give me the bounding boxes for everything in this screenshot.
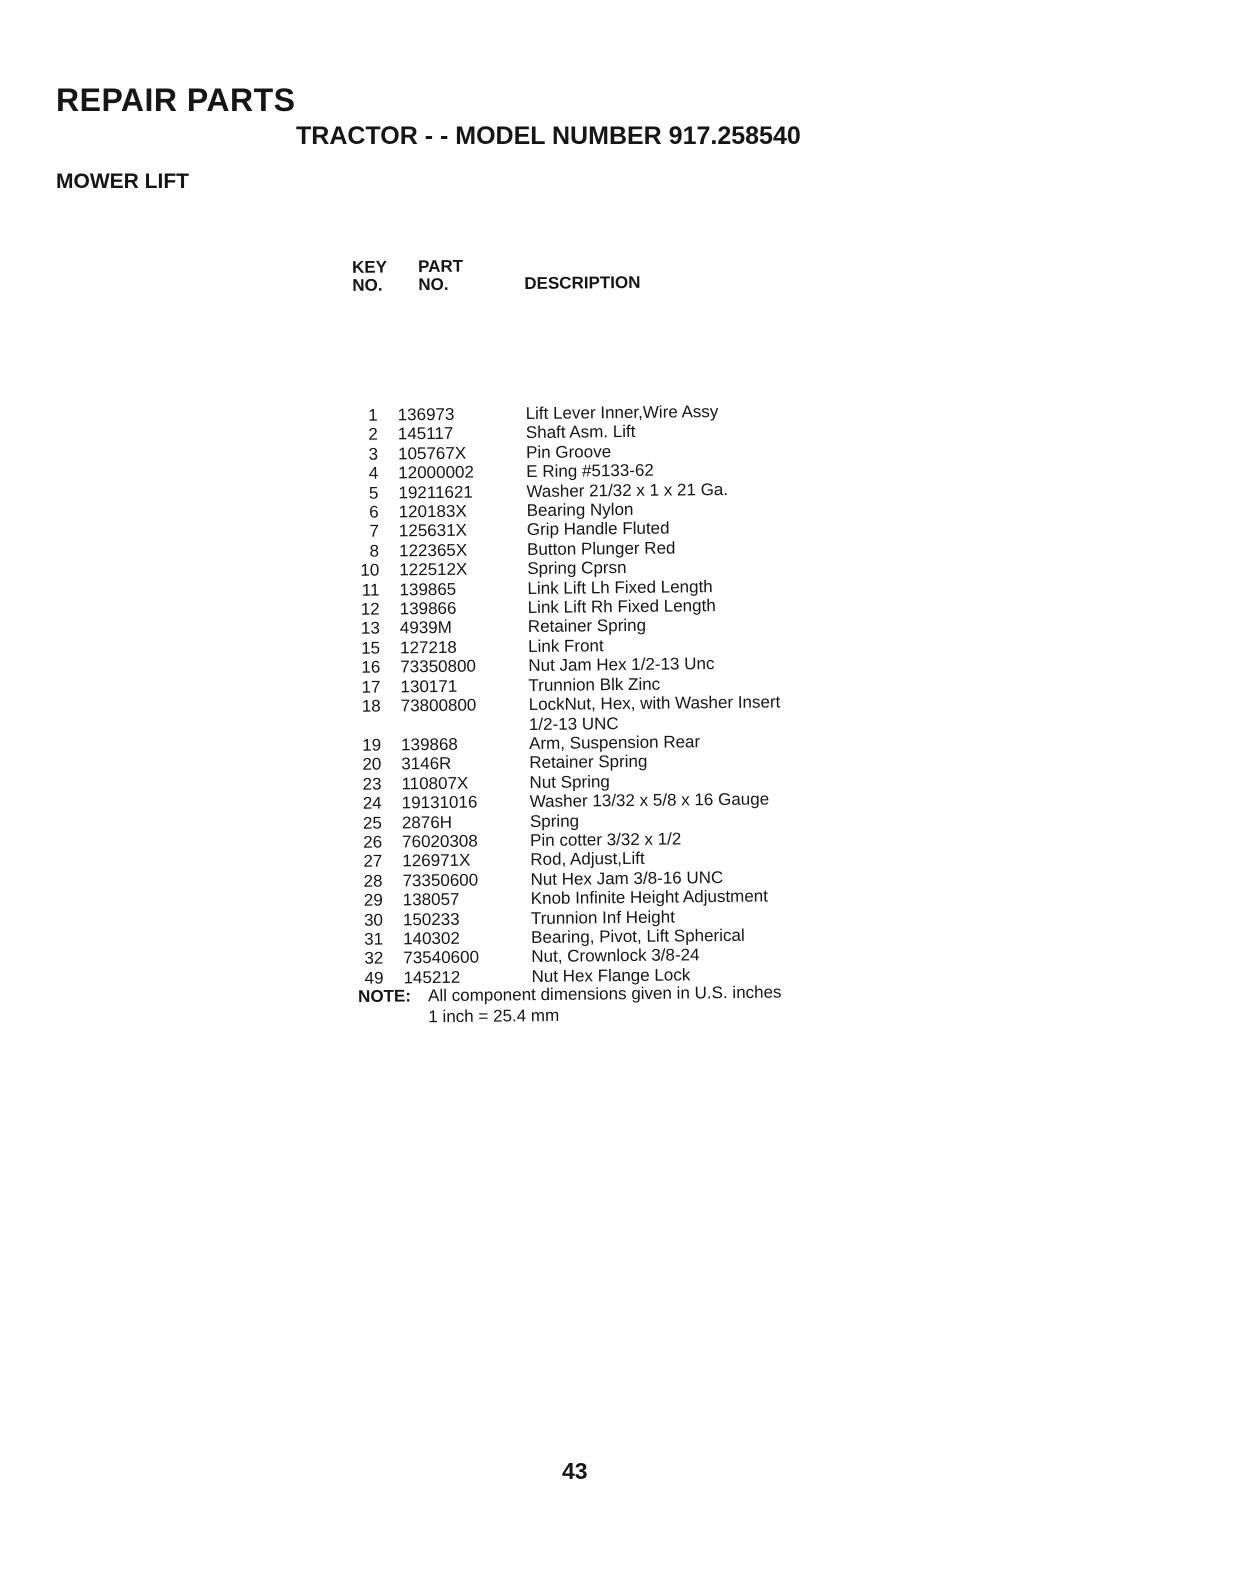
key-number: 15 <box>361 638 381 658</box>
part-description-line: Link Lift Rh Fixed Length <box>527 596 716 618</box>
key-number: 2 <box>368 424 378 445</box>
part-description-line: LockNut, Hex, with Washer Insert <box>528 692 781 715</box>
key-number: 19 <box>362 735 382 755</box>
part-number: 110807X <box>401 773 469 794</box>
part-number: 2876H <box>401 812 453 832</box>
part-number: 19131016 <box>401 792 478 813</box>
key-number: 31 <box>364 929 384 949</box>
part-number: 127218 <box>399 637 457 658</box>
key-number: 1 <box>368 405 378 425</box>
part-description-line: Arm, Suspension Rear <box>528 732 701 753</box>
part-description-line: Pin cotter 3/32 x 1/2 <box>530 829 682 850</box>
part-description-line: Button Plunger Red <box>526 538 676 559</box>
part-description-line: Link Front <box>527 636 604 656</box>
part-number: 3146R <box>401 754 452 774</box>
col-key-label-2: NO. <box>352 275 383 295</box>
key-number: 23 <box>362 774 382 794</box>
part-description-line: Lift Lever Inner,Wire Assy <box>525 402 719 424</box>
part-number: 19211621 <box>398 482 473 503</box>
key-number: 17 <box>361 677 381 697</box>
model-title: TRACTOR - - MODEL NUMBER 917.258540 <box>296 122 801 150</box>
part-number: 125631X <box>398 521 468 541</box>
key-number: 13 <box>360 619 380 639</box>
part-description-line: Nut Spring <box>529 771 610 792</box>
part-number: 122512X <box>399 559 468 580</box>
part-number: 130171 <box>400 676 458 697</box>
part-number: 105767X <box>397 443 467 464</box>
col-part-label-1: PART <box>417 256 464 277</box>
col-part-label-2: NO. <box>418 274 449 295</box>
note <box>358 982 782 1028</box>
key-number: 10 <box>360 560 380 581</box>
part-number: 139865 <box>399 579 457 600</box>
note-label: NOTE: <box>358 986 412 1006</box>
key-number: 6 <box>369 502 379 522</box>
part-number: 139868 <box>401 734 458 755</box>
part-description-line: E Ring #5133-62 <box>526 460 654 482</box>
key-number: 12 <box>360 599 380 619</box>
part-description-line: Bearing Nylon <box>526 499 634 521</box>
key-number: 4 <box>368 463 379 483</box>
part-description-line: Grip Handle Fluted <box>526 518 670 540</box>
note-line-2: 1 inch = 25.4 mm <box>428 1005 560 1027</box>
part-description-line: Knob Infinite Height Adjustment <box>530 886 769 909</box>
part-description-line: Washer 13/32 x 5/8 x 16 Gauge <box>529 789 770 812</box>
part-number: 138057 <box>402 889 460 910</box>
table-row <box>343 692 863 736</box>
key-number: 29 <box>363 890 383 910</box>
part-number: 140302 <box>403 928 460 949</box>
part-number: 73540600 <box>403 947 480 968</box>
key-number: 26 <box>363 832 383 852</box>
key-number: 30 <box>363 910 384 930</box>
part-description-line: Nut Hex Flange Lock <box>531 965 691 986</box>
part-description-line: Trunnion Inf Height <box>530 907 675 928</box>
page-title: REPAIR PARTS <box>56 82 296 118</box>
part-description-line: Shaft Asm. Lift <box>525 422 636 443</box>
part-description-line: Link Lift Lh Fixed Length <box>527 576 713 598</box>
key-number: 16 <box>361 657 381 678</box>
key-number: 27 <box>363 851 383 872</box>
part-number: 145117 <box>397 424 454 444</box>
part-number: 126971X <box>402 850 471 871</box>
key-number: 11 <box>361 580 380 600</box>
table-header <box>338 253 859 388</box>
part-number: 12000002 <box>398 462 474 483</box>
part-number: 73350800 <box>400 656 477 677</box>
key-number: 18 <box>361 696 381 716</box>
part-number: 4939M <box>399 618 452 638</box>
key-number: 20 <box>362 754 382 775</box>
key-number: 5 <box>368 483 379 503</box>
parts-table <box>338 253 859 988</box>
part-description-line: Retainer Spring <box>527 616 647 637</box>
part-description-line: Nut Hex Jam 3/8-16 UNC <box>530 867 724 889</box>
key-number: 3 <box>368 444 379 464</box>
table-body <box>340 401 866 989</box>
part-number: 122365X <box>398 540 468 561</box>
col-key-label-1: KEY <box>351 257 388 277</box>
part-description-line: Nut Jam Hex 1/2-13 Unc <box>528 654 715 676</box>
part-number: 76020308 <box>402 831 478 852</box>
part-number: 73350600 <box>402 870 479 891</box>
part-number: 150233 <box>402 909 460 929</box>
part-description-line: Nut, Crownlock 3/8-24 <box>531 945 700 967</box>
key-number: 28 <box>363 871 383 891</box>
col-desc-label: DESCRIPTION <box>524 272 641 294</box>
part-description-line: Bearing, Pivot, Lift Spherical <box>531 925 745 947</box>
part-description-line: Retainer Spring <box>529 752 648 773</box>
page-number: 43 <box>562 1458 588 1484</box>
key-number: 25 <box>362 813 383 833</box>
key-number: 7 <box>369 522 379 542</box>
part-number: 145212 <box>403 967 461 988</box>
key-number: 24 <box>362 793 382 813</box>
part-description-line: Washer 21/32 x 1 x 21 Ga. <box>526 479 729 501</box>
part-description-line: Spring Cprsn <box>527 558 627 579</box>
part-description-line: Rod, Adjust,Lift <box>530 849 645 870</box>
key-number: 32 <box>364 948 384 969</box>
part-number: 136973 <box>397 404 455 425</box>
part-description <box>515 692 863 734</box>
key-number: 8 <box>369 541 380 561</box>
key-number: 49 <box>364 968 384 988</box>
part-description-line: Pin Groove <box>525 441 612 462</box>
section-title: MOWER LIFT <box>56 170 189 193</box>
part-description-line: Spring <box>529 811 580 831</box>
part-number: 139866 <box>399 598 457 619</box>
part-number: 73800800 <box>400 695 477 716</box>
part-description-line: Trunnion Blk Zinc <box>528 674 661 695</box>
part-description-line-2: 1/2-13 UNC <box>528 713 619 734</box>
part-number: 120183X <box>398 501 467 522</box>
note-line-1: All component dimensions given in U.S. inches <box>428 982 782 1006</box>
